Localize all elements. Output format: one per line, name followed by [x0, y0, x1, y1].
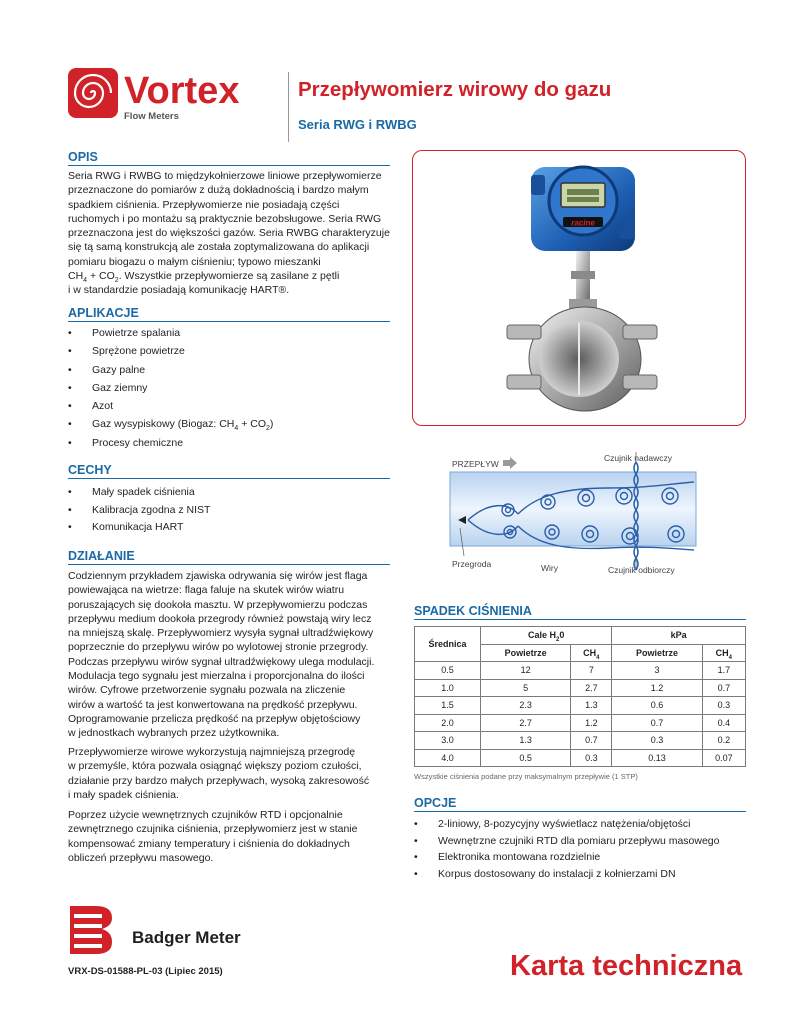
header-divider: [288, 72, 289, 142]
table-row: [415, 732, 746, 750]
table-cell: 0.7: [571, 732, 612, 750]
paragraph-line: powiewająca na wietrze: flaga faluje na skutek wirów wiatru: [68, 584, 345, 597]
text-span: ): [269, 418, 274, 431]
table-cell: 1.3: [571, 697, 612, 715]
paragraph-line: przepływu medium dookoła przegrody również powstają wiry lecz: [68, 612, 372, 625]
paragraph-line: w jednostkach wybranych przez użytkownika.: [68, 727, 280, 740]
text-span: + CO: [238, 418, 266, 431]
paragraph-line: Oprogramowanie przelicza prędkość na przepływ objętościowy: [68, 712, 361, 725]
table-cell: 0.6: [612, 697, 702, 715]
paragraph-line: na mniejszą skalę. Przepływomierz wysyła sygnał ultradźwiękowy: [68, 627, 374, 640]
cechy-rule: [68, 478, 390, 479]
table-cell: 0.3: [612, 732, 702, 750]
cechy-list: [68, 486, 210, 539]
col-ch4: [571, 644, 612, 662]
subscript: 2: [114, 277, 119, 285]
table-cell: 0.5: [415, 662, 481, 680]
opis-rule: [68, 165, 390, 166]
table-cell: 1.3: [481, 732, 571, 750]
paragraph-line: Modulacja tego sygnału jest mierzalna i proporcjonalna do ilości: [68, 670, 365, 683]
flowmeter-illustration: [413, 151, 746, 426]
subscript: 4: [596, 654, 600, 661]
paragraph-line: Codziennym przykładem zjawiska odrywania się wirów jest flaga: [68, 570, 368, 582]
text-span: CH: [583, 647, 597, 658]
document-type: Karta techniczna: [510, 950, 743, 982]
list-item: • Procesy chemiczne: [68, 437, 273, 455]
table-cell: 0.4: [702, 714, 745, 732]
aplikacje-list: [68, 327, 273, 455]
list-item: [68, 418, 273, 436]
receiver-label: Czujnik odbiorczy: [608, 565, 675, 575]
table-row: [415, 697, 746, 715]
aplikacje-heading: APLIKACJE: [68, 306, 139, 320]
col-group-kpa: kPa: [612, 627, 746, 645]
table-cell: 1.7: [702, 662, 745, 680]
svg-text:Flow Meters: Flow Meters: [124, 111, 179, 122]
col-air: Powietrze: [612, 644, 702, 662]
paragraph-line: obliczeń przepływu masowego.: [68, 851, 214, 864]
table-cell: 7: [571, 662, 612, 680]
opis-line: przeznaczona jest do większości gazów. Seria RWBG charakteryzuje: [68, 227, 390, 240]
opis-line: i w standardzie posiadają komunikację HART®.: [68, 284, 290, 297]
subscript: 2: [266, 425, 270, 433]
opis-line: ruchomych i po montażu są praktycznie bezobsługowe. Seria RWG: [68, 212, 382, 225]
opis-line: Seria RWG i RWBG to międzykołnierzowe liniowe przepływomierze: [68, 170, 382, 182]
opis-line: pomiaru biogazu o małym ciśnieniu; typowo mieszanki: [68, 255, 321, 268]
table-cell: 1.5: [415, 697, 481, 715]
page-title: Przepływomierz wirowy do gazu: [298, 78, 612, 101]
table-row: [415, 662, 746, 680]
table-cell: 3: [612, 662, 702, 680]
paragraph-line: zewnętrznego czujnika ciśnienia, przepływomierz jest w stanie: [68, 823, 358, 836]
table-cell: 0.13: [612, 749, 702, 767]
list-item: • Powietrze spalania: [68, 327, 273, 345]
opcje-list: [414, 818, 719, 885]
transmitter-label: Czujnik nadawczy: [604, 453, 673, 463]
spadek-rule: [414, 619, 746, 620]
page-subtitle: Seria RWG i RWBG: [298, 117, 417, 132]
table-cell: 4.0: [415, 749, 481, 767]
cechy-heading: CECHY: [68, 463, 112, 477]
company-name: Badger Meter: [132, 928, 241, 947]
list-item: • Mały spadek ciśnienia: [68, 486, 210, 504]
opis-heading: OPIS: [68, 150, 98, 164]
table-cell: 1.0: [415, 679, 481, 697]
table-cell: 0.07: [702, 749, 745, 767]
paragraph-line: w przemyśle, która pozwala osiągnąć większy poziom czułości,: [68, 760, 362, 773]
col-diameter: Średnica: [415, 627, 481, 662]
list-item: • Komunikacja HART: [68, 521, 210, 539]
dzialanie-p2: [68, 745, 398, 802]
vortex-logo: [66, 66, 282, 124]
subscript: 4: [234, 425, 239, 433]
dzialanie-p1: [68, 569, 398, 741]
pressure-drop-table: [414, 626, 746, 767]
list-item: • Kalibracja zgodna z NIST: [68, 504, 210, 522]
paragraph-line: Przepływomierze wirowe wykorzystują najmniejszą przegrodę: [68, 746, 356, 758]
dzialanie-heading: DZIAŁANIE: [68, 549, 135, 563]
opis-line: przeznaczone do pomiarów z dużą dokładnością i bardzo małym: [68, 184, 369, 197]
table-note: Wszystkie ciśnienia podane przy maksymalnym przepływie (1 STP): [414, 772, 638, 781]
paragraph-line: Podczas przepływu wirów sygnał ultradźwiękowy ulega modulacji.: [68, 655, 375, 668]
opcje-rule: [414, 811, 746, 812]
spadek-heading: SPADEK CIŚNIENIA: [414, 604, 532, 618]
table-cell: 2.7: [481, 714, 571, 732]
table-cell: 2.7: [571, 679, 612, 697]
text-span: CH: [68, 270, 84, 283]
col-air: Powietrze: [481, 644, 571, 662]
table-row: [415, 679, 746, 697]
list-item: • Korpus dostosowany do instalacji z kołnierzami DN: [414, 868, 719, 885]
col-ch4: [702, 644, 745, 662]
list-item: • Sprężone powietrze: [68, 345, 273, 363]
paragraph-line: poruszających się dookoła masztu. W przepływomierzu podczas: [68, 598, 368, 611]
vortices-label: Wiry: [541, 563, 558, 573]
text-span: CH: [715, 647, 729, 658]
opis-line: spadkiem ciśnienia. Przepływomierze nie posiadają części: [68, 198, 340, 211]
list-item: • Azot: [68, 400, 273, 418]
badger-meter-logo-icon: [68, 902, 114, 958]
table-row: [415, 749, 746, 767]
list-item: • Wewnętrzne czujniki RTD dla pomiaru przepływu masowego: [414, 835, 719, 852]
display-brand: racine: [571, 218, 595, 228]
table-cell: 12: [481, 662, 571, 680]
subscript: 2: [556, 637, 560, 644]
paragraph-line: i mały spadek ciśnienia.: [68, 788, 179, 801]
flow-label: PRZEPŁYW: [452, 459, 499, 469]
table-cell: 0.3: [702, 697, 745, 715]
subscript: 4: [83, 277, 88, 285]
list-item: • Gaz ziemny: [68, 382, 273, 400]
product-photo: [412, 150, 746, 426]
table-row: [415, 714, 746, 732]
table-cell: 5: [481, 679, 571, 697]
opcje-heading: OPCJE: [414, 796, 457, 810]
table-cell: 0.5: [481, 749, 571, 767]
aplikacje-rule: [68, 321, 390, 322]
table-cell: 0.3: [571, 749, 612, 767]
dzialanie-rule: [68, 564, 390, 565]
opis-line: [68, 269, 398, 283]
text-span: Cale H: [527, 630, 556, 641]
table-cell: 2.3: [481, 697, 571, 715]
paragraph-line: działanie przy bardzo małych przepływach, wysoką zakresowość: [68, 774, 370, 787]
text-span: 0: [559, 630, 565, 641]
table-cell: 0.2: [702, 732, 745, 750]
paragraph-line: wirów a wartość ta jest konwertowana na prędkość przepływu.: [68, 698, 358, 711]
dzialanie-p3: [68, 808, 398, 865]
svg-text:Vortex: Vortex: [124, 70, 240, 112]
opis-line: się tą samą konstrukcją ale została zoptymalizowana do aplikacji: [68, 241, 370, 254]
table-cell: 2.0: [415, 714, 481, 732]
table-cell: 0.7: [612, 714, 702, 732]
table-cell: 1.2: [571, 714, 612, 732]
list-item: • Gazy palne: [68, 364, 273, 382]
subscript: 4: [728, 654, 733, 661]
text-span: Gaz wysypiskowy (Biogaz: CH: [92, 418, 235, 431]
paragraph-line: poprzecznie do przepływu wirów po wylotowej stronie przegrody.: [68, 641, 369, 654]
table-cell: 1.2: [612, 679, 702, 697]
bluff-label: Przegroda: [452, 559, 492, 569]
paragraph-line: kompensować zmiany temperatury i ciśnienia do dokładnych: [68, 837, 350, 850]
list-item: • Elektronika montowana rozdzielnie: [414, 851, 719, 868]
col-group-inches: [481, 627, 612, 645]
opis-text: [68, 169, 398, 298]
paragraph-line: Poprzez użycie wewnętrznych czujników RTD i opcjonalnie: [68, 809, 343, 821]
table-cell: 3.0: [415, 732, 481, 750]
text-span: . Wszystkie przepływomierze są zasilane z pętli: [118, 270, 340, 283]
table-cell: 0.7: [702, 679, 745, 697]
list-item: • 2-liniowy, 8-pozycyjny wyświetlacz natężenia/objętości: [414, 818, 719, 835]
text-span: + CO: [87, 270, 115, 283]
paragraph-line: wirów. Cyfrowe przetworzenie sygnału pozwala na zliczenie: [68, 684, 346, 697]
document-id: VRX-DS-01588-PL-03 (Lipiec 2015): [68, 966, 223, 977]
